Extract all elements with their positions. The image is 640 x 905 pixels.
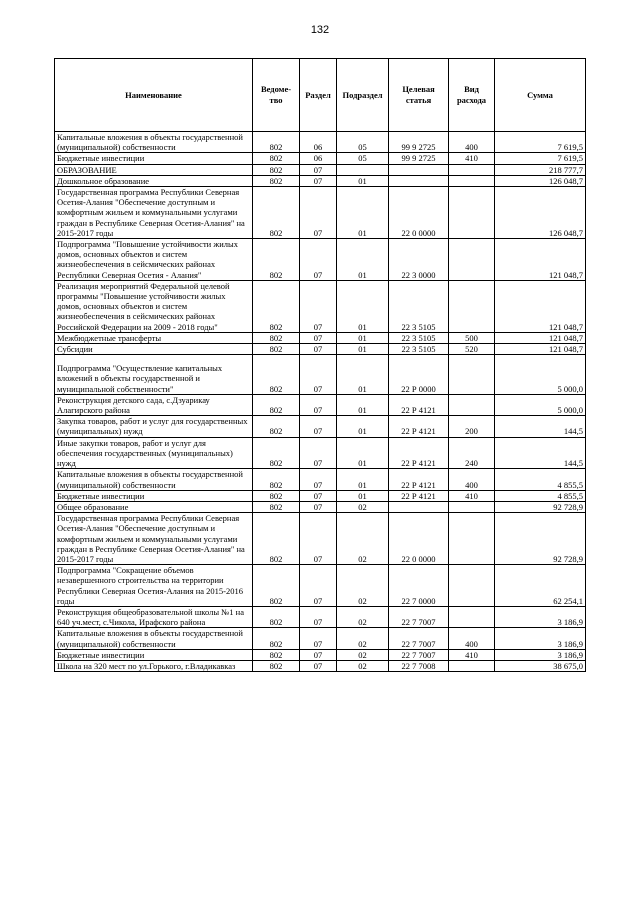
cell-dept: 802 (253, 490, 300, 501)
cell-subsection: 01 (337, 437, 389, 469)
cell-name: Общее образование (55, 501, 253, 512)
cell-target: 22 0 0000 (389, 187, 449, 239)
cell-section: 07 (300, 437, 337, 469)
cell-dept: 802 (253, 660, 300, 671)
cell-subsection: 02 (337, 565, 389, 607)
cell-exp-type (449, 355, 495, 395)
cell-subsection: 01 (337, 416, 389, 437)
cell-dept: 802 (253, 469, 300, 490)
cell-subsection: 02 (337, 660, 389, 671)
cell-sum: 126 048,7 (495, 175, 586, 186)
cell-name: Подпрограмма "Повышение устойчивости жилых домов, основных объектов и систем жизнеобеспечения в сейсмических районах Республики Северная Осетия - Алания" (55, 239, 253, 281)
cell-dept: 802 (253, 239, 300, 281)
table-body (55, 132, 586, 672)
cell-exp-type: 400 (449, 469, 495, 490)
cell-section: 06 (300, 132, 337, 153)
table-row (55, 355, 586, 395)
table-row (55, 490, 586, 501)
cell-subsection: 02 (337, 649, 389, 660)
cell-name: Реконструкция общеобразовательной школы №1 на 640 уч.мест, с.Чикола, Ирафского района (55, 606, 253, 627)
cell-subsection: 01 (337, 187, 389, 239)
cell-section: 07 (300, 513, 337, 565)
cell-dept: 802 (253, 437, 300, 469)
cell-subsection: 01 (337, 355, 389, 395)
cell-section: 07 (300, 416, 337, 437)
cell-dept: 802 (253, 513, 300, 565)
cell-name: Реализация мероприятий Федеральной целевой программы "Повышение устойчивости жилых домов, основных объектов и систем жизнеобеспечения в сейсмических районах Российской Федерации на 2009 - 2018 годы" (55, 280, 253, 332)
cell-exp-type (449, 164, 495, 175)
table-row (55, 649, 586, 660)
cell-target (389, 501, 449, 512)
cell-target: 99 9 2725 (389, 153, 449, 164)
cell-sum: 62 254,1 (495, 565, 586, 607)
cell-section: 07 (300, 344, 337, 355)
cell-subsection: 02 (337, 513, 389, 565)
cell-dept: 802 (253, 416, 300, 437)
cell-name: Закупка товаров, работ и услуг для государственных (муниципальных) нужд (55, 416, 253, 437)
header-sum: Сумма (495, 59, 586, 132)
cell-sum: 126 048,7 (495, 187, 586, 239)
cell-section: 07 (300, 175, 337, 186)
cell-name: Подпрограмма "Осуществление капитальных вложений в объекты государственной и муниципальной собственности" (55, 355, 253, 395)
cell-section: 07 (300, 490, 337, 501)
cell-target (389, 164, 449, 175)
cell-section: 07 (300, 164, 337, 175)
cell-subsection: 01 (337, 344, 389, 355)
table-row (55, 132, 586, 153)
cell-sum: 3 186,9 (495, 649, 586, 660)
cell-dept: 802 (253, 344, 300, 355)
cell-section: 07 (300, 280, 337, 332)
header-name: Наименование (55, 59, 253, 132)
cell-exp-type (449, 394, 495, 415)
cell-section: 07 (300, 501, 337, 512)
cell-subsection: 02 (337, 628, 389, 649)
table-header (55, 59, 586, 132)
table-row (55, 606, 586, 627)
table-row (55, 153, 586, 164)
cell-dept: 802 (253, 565, 300, 607)
table-row (55, 437, 586, 469)
cell-exp-type: 410 (449, 153, 495, 164)
cell-dept: 802 (253, 175, 300, 186)
cell-section: 07 (300, 660, 337, 671)
cell-subsection: 01 (337, 469, 389, 490)
cell-dept: 802 (253, 280, 300, 332)
table-row (55, 175, 586, 186)
cell-target (389, 175, 449, 186)
cell-target: 22 Р 4121 (389, 469, 449, 490)
cell-sum: 3 186,9 (495, 606, 586, 627)
cell-sum: 121 048,7 (495, 280, 586, 332)
cell-name: Капитальные вложения в объекты государственной (муниципальной) собственности (55, 132, 253, 153)
cell-dept: 802 (253, 606, 300, 627)
cell-sum: 121 048,7 (495, 332, 586, 343)
cell-section: 06 (300, 153, 337, 164)
table-row (55, 628, 586, 649)
cell-target: 22 3 5105 (389, 332, 449, 343)
header-target: Целевая статья (389, 59, 449, 132)
cell-section: 07 (300, 606, 337, 627)
cell-dept: 802 (253, 501, 300, 512)
cell-exp-type: 500 (449, 332, 495, 343)
cell-exp-type (449, 565, 495, 607)
cell-sum: 121 048,7 (495, 239, 586, 281)
cell-target: 22 Р 4121 (389, 437, 449, 469)
cell-name: Государственная программа Республики Северная Осетия-Алания "Обеспечение доступным и комфортным жильем и коммунальными услугами граждан в Республике Северная Осетия-Алания" на 2015-2017 годы (55, 187, 253, 239)
cell-exp-type: 520 (449, 344, 495, 355)
cell-target: 22 3 0000 (389, 239, 449, 281)
cell-dept: 802 (253, 649, 300, 660)
cell-name: Государственная программа Республики Северная Осетия-Алания "Обеспечение доступным и комфортным жильем и коммунальными услугами граждан в Республике Северная Осетия-Алания" на 2015-2017 годы (55, 513, 253, 565)
cell-exp-type: 400 (449, 628, 495, 649)
cell-exp-type (449, 239, 495, 281)
cell-section: 07 (300, 628, 337, 649)
header-exp-type: Вид расхода (449, 59, 495, 132)
cell-name: Субсидии (55, 344, 253, 355)
cell-name: Бюджетные инвестиции (55, 490, 253, 501)
cell-target: 22 Р 4121 (389, 490, 449, 501)
cell-subsection: 02 (337, 606, 389, 627)
cell-sum: 144,5 (495, 437, 586, 469)
cell-subsection: 01 (337, 394, 389, 415)
cell-target: 22 Р 0000 (389, 355, 449, 395)
cell-exp-type (449, 280, 495, 332)
table-row (55, 164, 586, 175)
page-number: 132 (310, 24, 330, 36)
cell-name: ОБРАЗОВАНИЕ (55, 164, 253, 175)
table-row (55, 394, 586, 415)
cell-section: 07 (300, 394, 337, 415)
header-section: Раздел (300, 59, 337, 132)
cell-target: 22 7 0000 (389, 565, 449, 607)
table-row (55, 280, 586, 332)
cell-exp-type (449, 513, 495, 565)
cell-name: Иные закупки товаров, работ и услуг для обеспечения государственных (муниципальных) нужд (55, 437, 253, 469)
cell-sum: 121 048,7 (495, 344, 586, 355)
cell-dept: 802 (253, 394, 300, 415)
cell-subsection: 02 (337, 501, 389, 512)
cell-name: Бюджетные инвестиции (55, 649, 253, 660)
cell-target: 22 7 7008 (389, 660, 449, 671)
table-row (55, 469, 586, 490)
cell-sum: 92 728,9 (495, 501, 586, 512)
table-row (55, 332, 586, 343)
table-row (55, 513, 586, 565)
table-row (55, 660, 586, 671)
cell-exp-type: 400 (449, 132, 495, 153)
cell-dept: 802 (253, 355, 300, 395)
cell-exp-type: 200 (449, 416, 495, 437)
cell-name: Капитальные вложения в объекты государственной (муниципальной) собственности (55, 469, 253, 490)
table-row (55, 344, 586, 355)
cell-exp-type: 410 (449, 649, 495, 660)
cell-target: 22 7 7007 (389, 628, 449, 649)
cell-target: 22 Р 4121 (389, 416, 449, 437)
cell-sum: 38 675,0 (495, 660, 586, 671)
cell-sum: 5 000,0 (495, 394, 586, 415)
cell-exp-type (449, 501, 495, 512)
cell-target: 22 7 7007 (389, 649, 449, 660)
table-row (55, 416, 586, 437)
cell-dept: 802 (253, 153, 300, 164)
cell-subsection: 01 (337, 490, 389, 501)
cell-exp-type: 240 (449, 437, 495, 469)
cell-target: 22 7 7007 (389, 606, 449, 627)
cell-target: 22 3 5105 (389, 344, 449, 355)
table-row (55, 239, 586, 281)
cell-dept: 802 (253, 187, 300, 239)
cell-sum: 3 186,9 (495, 628, 586, 649)
cell-name: Межбюджетные трансферты (55, 332, 253, 343)
cell-exp-type (449, 606, 495, 627)
cell-target: 99 9 2725 (389, 132, 449, 153)
cell-name: Дошкольное образование (55, 175, 253, 186)
table-row (55, 501, 586, 512)
cell-exp-type: 410 (449, 490, 495, 501)
cell-name: Подпрограмма "Сокращение объемов незавершенного строительства на территории Республики Северная Осетия-Алания на 2015-2016 годы (55, 565, 253, 607)
header-subsection: Подраздел (337, 59, 389, 132)
cell-target: 22 Р 4121 (389, 394, 449, 415)
cell-sum: 92 728,9 (495, 513, 586, 565)
cell-exp-type (449, 660, 495, 671)
cell-target: 22 3 5105 (389, 280, 449, 332)
cell-section: 07 (300, 649, 337, 660)
cell-sum: 5 000,0 (495, 355, 586, 395)
cell-dept: 802 (253, 332, 300, 343)
cell-name: Бюджетные инвестиции (55, 153, 253, 164)
cell-exp-type (449, 175, 495, 186)
cell-exp-type (449, 187, 495, 239)
cell-sum: 4 855,5 (495, 469, 586, 490)
cell-section: 07 (300, 469, 337, 490)
header-dept: Ведоме-тво (253, 59, 300, 132)
table-row (55, 187, 586, 239)
cell-sum: 218 777,7 (495, 164, 586, 175)
cell-subsection: 01 (337, 332, 389, 343)
cell-section: 07 (300, 239, 337, 281)
cell-dept: 802 (253, 628, 300, 649)
cell-target: 22 0 0000 (389, 513, 449, 565)
cell-subsection (337, 164, 389, 175)
cell-subsection: 05 (337, 132, 389, 153)
cell-sum: 144,5 (495, 416, 586, 437)
cell-sum: 7 619,5 (495, 132, 586, 153)
cell-subsection: 05 (337, 153, 389, 164)
cell-subsection: 01 (337, 175, 389, 186)
budget-table (54, 58, 586, 672)
cell-sum: 7 619,5 (495, 153, 586, 164)
cell-name: Капитальные вложения в объекты государственной (муниципальной) собственности (55, 628, 253, 649)
cell-subsection: 01 (337, 239, 389, 281)
cell-section: 07 (300, 355, 337, 395)
cell-name: Школа на 320 мест по ул.Горького, г.Владикавказ (55, 660, 253, 671)
table-row (55, 565, 586, 607)
cell-name: Реконструкция детского сада, с.Дзуарикау Алагирского района (55, 394, 253, 415)
cell-dept: 802 (253, 132, 300, 153)
cell-section: 07 (300, 187, 337, 239)
cell-dept: 802 (253, 164, 300, 175)
cell-section: 07 (300, 565, 337, 607)
cell-subsection: 01 (337, 280, 389, 332)
cell-section: 07 (300, 332, 337, 343)
cell-sum: 4 855,5 (495, 490, 586, 501)
